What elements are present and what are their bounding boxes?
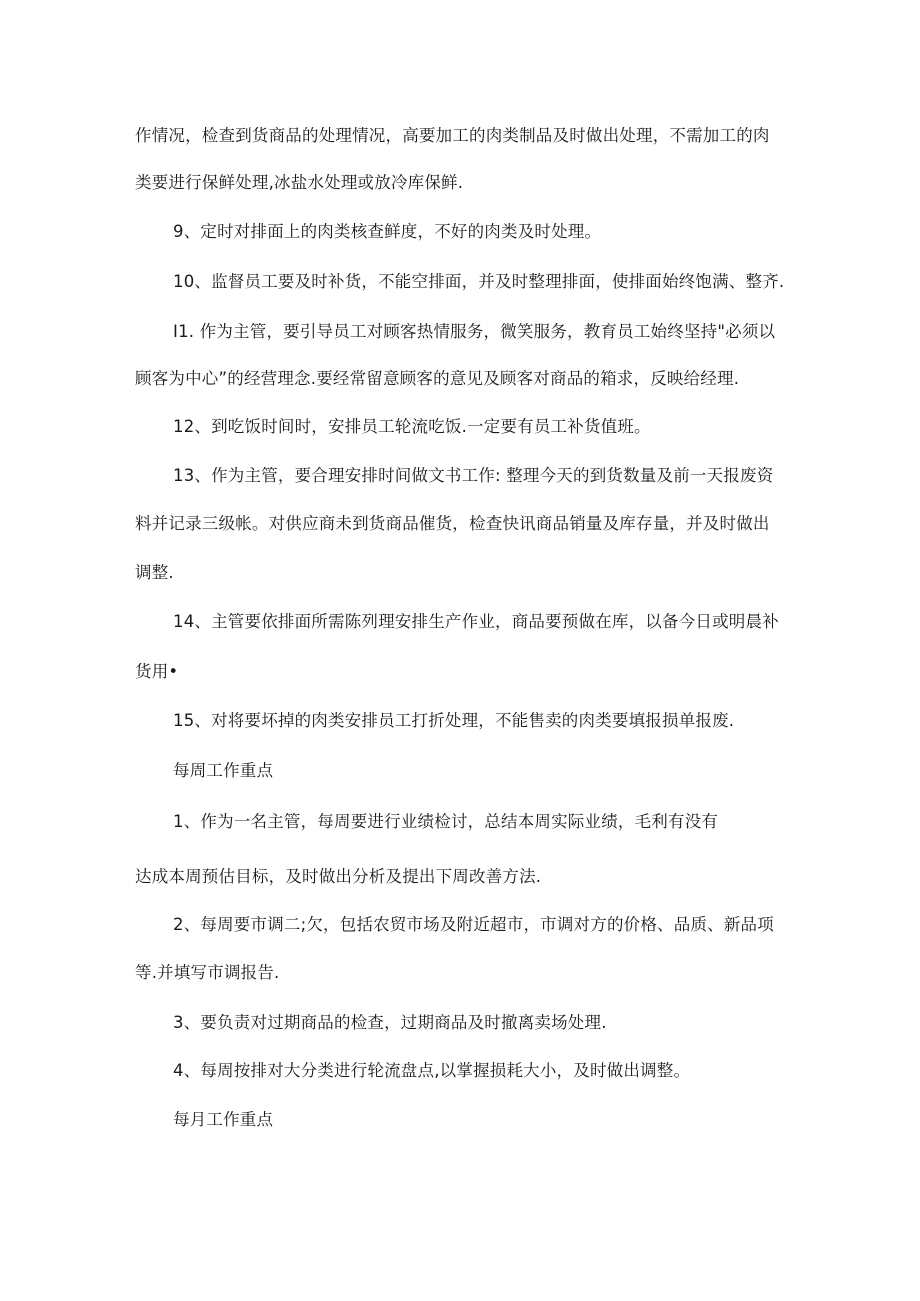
- item-14-line-2: 货用•: [135, 662, 179, 681]
- weekly-item-2-line-1: 2、每周要市调二;欠，包括农贸市场及附近超市，市调对方的价格、品质、新品项: [173, 915, 774, 934]
- weekly-item-1-line-2: 达成本周预估目标，及时做出分析及提出下周改善方法.: [135, 867, 542, 886]
- item-13-line-2: 料并记录三级帐。对供应商未到货商品催货，检查快讯商品销量及库存量，并及时做出: [135, 514, 770, 533]
- item-13-line-1: 13、作为主管，要合理安排时间做文书工作: 整理今天的到货数量及前一天报废资: [173, 466, 774, 485]
- paragraph-continued-line-2: 类要进行保鲜处理,冰盐水处理或放冷库保鲜.: [135, 173, 464, 192]
- weekly-item-1-line-1: 1、作为一名主管，每周要进行业绩检讨，总结本周实际业绩，毛利有没有: [173, 812, 719, 831]
- item-9: 9、定时对排面上的肉类核查鲜度，不好的肉类及时处理。: [173, 222, 602, 241]
- monthly-heading: 每月工作重点: [173, 1110, 274, 1129]
- weekly-item-2-line-2: 等.并填写市调报告.: [135, 963, 280, 982]
- paragraph-continued-line-1: 作情况，检查到货商品的处理情况，高要加工的肉类制品及时做出处理，不需加工的肉: [135, 126, 770, 145]
- weekly-item-4: 4、每周按排对大分类进行轮流盘点,以掌握损耗大小，及时做出调整。: [173, 1061, 691, 1080]
- item-11-line-1: I1. 作为主管，要引导员工对顾客热情服务，微笑服务，教育员工始终坚持"必须以: [173, 322, 776, 341]
- item-15: 15、对将要坏掉的肉类安排员工打折处理，不能售卖的肉类要填报损单报废.: [173, 711, 735, 730]
- item-14-line-1: 14、主管要依排面所需陈列理安排生产作业，商品要预做在库，以备今日或明晨补: [173, 612, 779, 631]
- weekly-heading: 每周工作重点: [173, 761, 274, 780]
- weekly-item-3: 3、要负责对过期商品的检查，过期商品及时撤离卖场处理.: [173, 1013, 607, 1032]
- item-13-line-3: 调整.: [135, 563, 174, 582]
- item-11-line-2: 顾客为中心”的经营理念.要经常留意顾客的意见及顾客对商品的箱求，反映给经理.: [135, 369, 740, 388]
- item-12: 12、到吃饭时间时，安排员工轮流吃饭.一定要有员工补货值班。: [173, 417, 651, 436]
- item-10: 10、监督员工要及时补货，不能空排面，并及时整理排面，使排面始终饱满、整齐.: [173, 272, 785, 291]
